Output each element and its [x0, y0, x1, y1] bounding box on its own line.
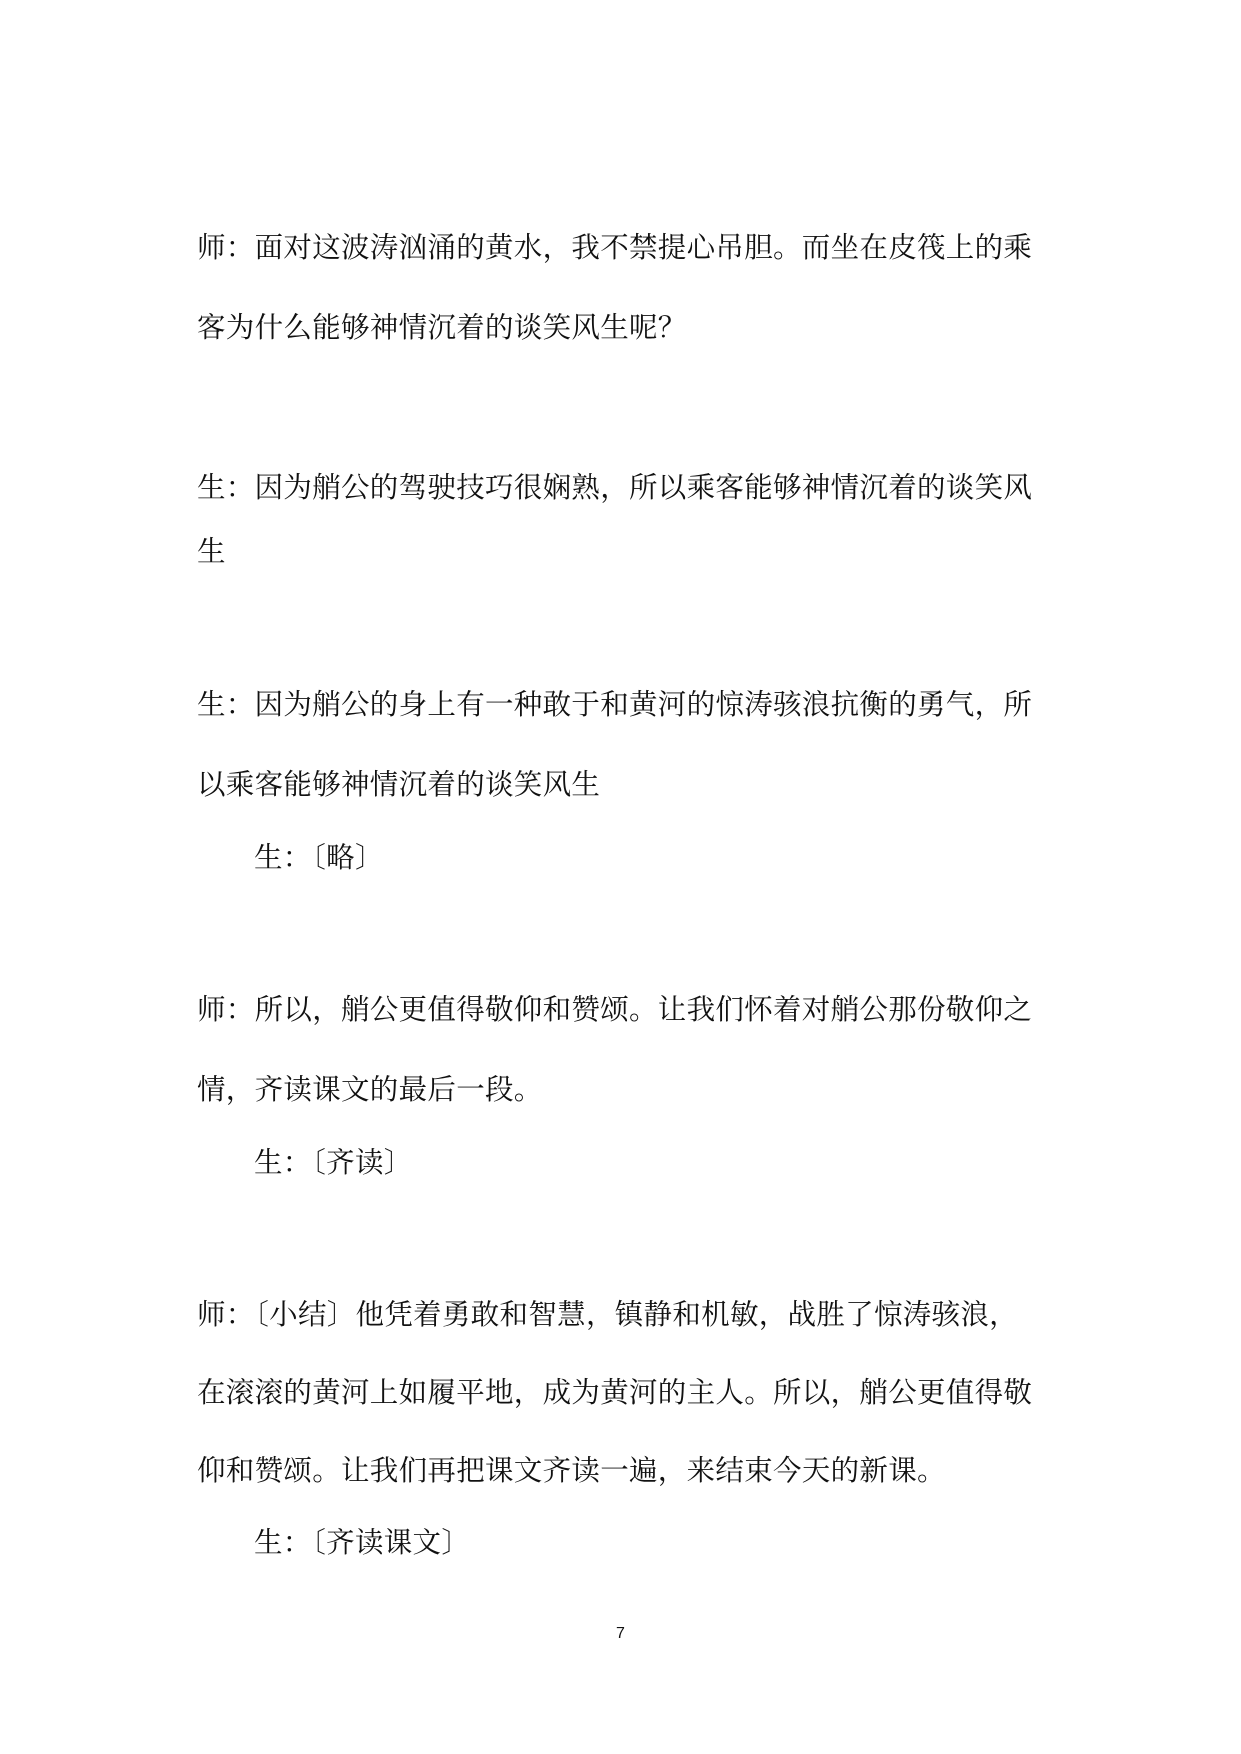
student-line-2b: 以乘客能够神情沉着的谈笑风生 — [197, 768, 601, 801]
teacher-line-1b: 客为什么能够神情沉着的谈笑风生呢？ — [197, 311, 687, 344]
teacher-summary-line-a: 师：〔小结〕他凭着勇敢和智慧，镇静和机敏，战胜了惊涛骇浪， — [197, 1298, 1018, 1331]
teacher-summary-line-b: 在滚滚的黄河上如履平地，成为黄河的主人。所以，艄公更值得敬 — [197, 1376, 1033, 1409]
student-line-1b: 生 — [197, 535, 226, 568]
teacher-line-2b: 情，齐读课文的最后一段。 — [197, 1073, 543, 1106]
student-line-2a: 生：因为艄公的身上有一种敢于和黄河的惊涛骇浪抗衡的勇气，所 — [197, 688, 1033, 721]
teacher-line-1a: 师：面对这波涛汹涌的黄水，我不禁提心吊胆。而坐在皮筏上的乘 — [197, 231, 1033, 264]
student-line-5: 生：〔齐读课文〕 — [254, 1526, 471, 1559]
student-line-4: 生：〔齐读〕 — [254, 1146, 413, 1179]
page-number: 7 — [616, 1625, 625, 1642]
student-line-3: 生：〔略〕 — [254, 841, 384, 874]
teacher-summary-line-c: 仰和赞颂。让我们再把课文齐读一遍，来结束今天的新课。 — [197, 1454, 946, 1487]
teacher-line-2a: 师：所以，艄公更值得敬仰和赞颂。让我们怀着对艄公那份敬仰之 — [197, 993, 1033, 1026]
student-line-1a: 生：因为艄公的驾驶技巧很娴熟，所以乘客能够神情沉着的谈笑风 — [197, 471, 1033, 504]
